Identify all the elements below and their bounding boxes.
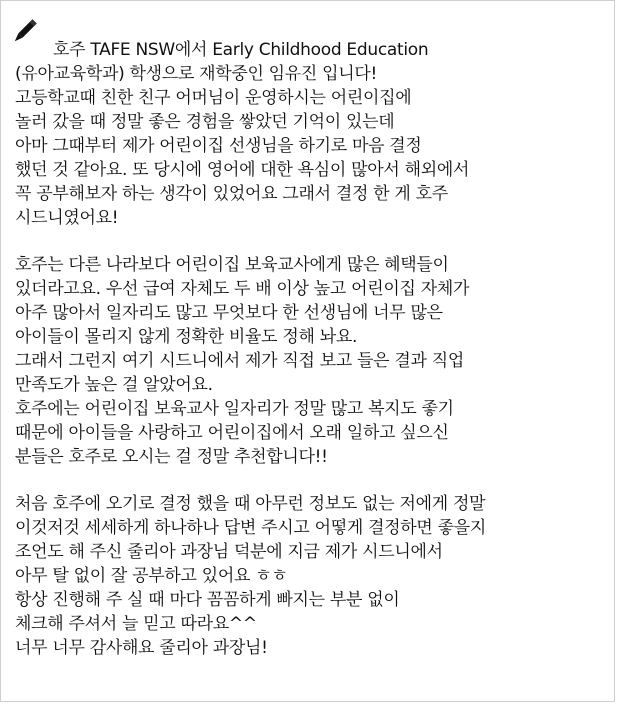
text-line: 호주에는 어린이집 보육교사 일자리가 정말 많고 복지도 좋기 (15, 399, 454, 419)
text-line: 호주 TAFE NSW에서 Early Childhood Education (53, 40, 429, 60)
text-line: 때문에 아이들을 사랑하고 어린이집에서 오래 일하고 싶으신 (15, 423, 449, 443)
text-line: 조언도 해 주신 줄리아 과장님 덕분에 지금 제가 시드니에서 (15, 542, 443, 562)
text-line: 아마 그때부터 제가 어린이집 선생님을 하기로 마음 결정 (15, 136, 422, 156)
text-line: 아주 많아서 일자리도 많고 무엇보다 한 선생님에 너무 많은 (15, 303, 443, 323)
text-line: 했던 것 같아요. 또 당시에 영어에 대한 욕심이 많아서 해외에서 (15, 160, 470, 180)
paragraph-gap (15, 230, 605, 253)
text-line: (유아교육학과) 학생으로 재학중인 임유진 입니다! (15, 64, 378, 84)
text-line: 처음 호주에 오기로 결정 했을 때 아무런 정보도 없는 저에게 정말 (15, 494, 486, 514)
text-line: 이것저것 세세하게 하나하나 답변 주시고 어떻게 결정하면 좋을지 (15, 518, 487, 538)
text-line: 호주는 다른 나라보다 어린이집 보육교사에게 많은 혜택들이 (15, 255, 449, 275)
text-line: 아이들이 몰리지 않게 정확한 비율도 정해 놔요. (15, 327, 358, 347)
testimonial-body (15, 38, 605, 660)
text-line: 너무 너무 감사해요 줄리아 과장님! (15, 638, 268, 658)
text-line: 놀러 갔을 때 정말 좋은 경험을 쌓았던 기억이 있는데 (15, 112, 395, 132)
text-line: 고등학교때 친한 친구 어머님이 운영하시는 어린이집에 (15, 88, 412, 108)
text-line: 아무 탈 없이 잘 공부하고 있어요 ㅎㅎ (15, 566, 288, 586)
text-line: 그래서 그런지 여기 시드니에서 제가 직접 보고 들은 결과 직업 (15, 351, 464, 371)
text-line: 분들은 호주로 오시는 걸 정말 추천합니다!! (15, 447, 328, 467)
text-line: 체크해 주셔서 늘 믿고 따라요^^ (15, 614, 257, 634)
text-line: 만족도가 높은 걸 알았어요. (15, 375, 213, 395)
paragraph-gap (15, 469, 605, 492)
text-line: 있더라고요. 우선 급여 자체도 두 배 이상 높고 어린이집 자체가 (15, 279, 470, 299)
text-line: 항상 진행해 주 실 때 마다 꼼꼼하게 빠지는 부분 없이 (15, 590, 400, 610)
text-line: 꼭 공부해보자 하는 생각이 있었어요 그래서 결정 한 게 호주 (15, 184, 448, 204)
text-line: 시드니였어요! (15, 208, 119, 228)
